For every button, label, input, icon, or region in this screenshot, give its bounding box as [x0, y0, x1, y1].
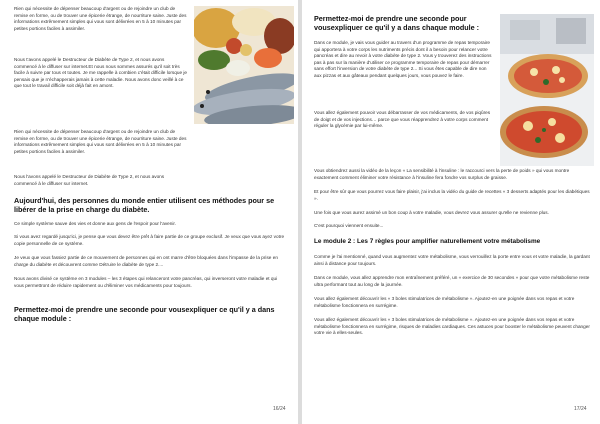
page-number: 16/24	[273, 406, 286, 412]
section-heading: Aujourd'hui, des personnes du monde entier utilisent ces méthodes pour se libérer de la prise en charge du diabète.	[14, 196, 275, 214]
page-number: 17/24	[574, 406, 587, 412]
pizza-illustration	[500, 14, 594, 166]
section-heading: Permettez-moi de prendre une seconde pour vousexpliquer ce qu'il y a dans chaque module :	[14, 305, 275, 323]
paragraph: Je veux que vous fassiez partie de ce mouvement de personnes qui en ont marre d'être bloquées dans l'impasse de la prise en charge du diabète et découvrent comme Détruire le diabète de type 2....	[14, 255, 278, 267]
paragraph: Dans ce module, je vais vous guider au travers d'un programme de repas temporaire qui apportera à votre corps les nutriments précis dont il a besoin pour relancer votre pancréas et dire au revoir à votre diabète de type 2. Vous y trouverez des instructions pas à pas sur la manière d'utiliser ce programme temporaire de repas pour démarrer sans effort l'inversion de votre diabète de type 2... Si vous êtes capable de dire non aux pizzas et aux gâteaux pendant quelques jours, vous pouvez le faire.	[314, 40, 492, 78]
section-heading: Permettez-moi de prendre une seconde pour vousexpliquer ce qu'il y a dans chaque module :	[314, 14, 480, 32]
paragraph: Nous avons divisé ce système en 3 modules – les 3 étapes qui relanceront votre pancréas, qui inverseront votre maladie et qui vous permettront de réduire rapidement ou d'éliminer vos médicaments pour toujours.	[14, 276, 278, 288]
paragraph: Dans ce module, vous allez apprendre mon entraînement préféré, un « exercice de 30 secondes » pour que votre métabolisme reste ultra performant tout au long de la journée.	[314, 275, 590, 287]
paragraph: Une fois que vous aurez assimé un bon coup à votre maladie, vous devrez vous assurer qu'elle ne revienne plus.	[314, 210, 549, 215]
paragraph: Vous allez également pouvoir vous débarrasser de vos médicaments, de vos piqûres de doigt et de vos injections… parce que vous réapprendrez à votre corps comment réguler la glycémie par lui-même.	[314, 110, 491, 129]
paragraph: Rien qui nécessite de dépenser beaucoup d'argent ou de rejoindre un club de remise en forme, ou de trouver une épicerie étrange, de nourriture saine. Juste des informations extrêmement simples qui vous sont délivrées en 5 à 10 minutes par petites portions faciles à assimiler.	[14, 129, 187, 154]
pizza-photo	[500, 14, 594, 166]
healthy-food-photo	[194, 6, 294, 124]
section-heading: Le module 2 : Les 7 règles pour amplifier naturellement votre métabolisme	[314, 238, 541, 245]
paragraph: Comme je l'ai mentionné, quand vous augmentez votre métabolisme, vous verrouillez la porte entre vous et votre maladie, la gardant ainsi à distance pour toujours.	[314, 254, 590, 266]
paragraph: Ce simple système sauve des vies et donne aux gens de l'espoir pour l'avenir.	[14, 221, 177, 226]
left-page	[0, 0, 298, 424]
paragraph: Rien qui nécessite de dépenser beaucoup d'argent ou de rejoindre un club de remise en forme, ou de trouver une épicerie étrange, de nourriture saine. Juste des informations extrêmement simples qui vous sont délivrées en 5 à 10 minutes par petites portions faciles à assimiler.	[14, 6, 187, 31]
paragraph: Vous obtiendrez aussi la vidéo de la leçon « La sensibilité à l'insuline : le raccourci vers la perte de poids » qui vous montre exactement comment éliminer votre résistance à l'insuline fera fondre vos surplus de graisse.	[314, 168, 570, 180]
healthy-food-illustration	[194, 6, 294, 124]
paragraph: Nous l'avons appelé le Destructeur de Diabète de Type 2, et nous avons commencé à le diffuser sur internet.	[14, 174, 165, 186]
paragraph: Si vous avez regardé jusqu'ici, je pense que vous devez être prêt à faire partie de ce groupe exclusif. Je veux que vous ayez votre copie personnelle de ce système.	[14, 234, 285, 246]
paragraph: Vous allez également découvrir les « 3 boles stimulatrices de métabolisme ». Ajoutez-en une poignée dans vos repas et votre métabolisme fonctionnera en surrégime.	[314, 296, 575, 308]
paragraph: Et pour être sûr que vous pourrez vous faire plaisir, j'ai inclus la vidéo du guide de recettes « 3 desserts adaptés pour les diabétiques ».	[314, 189, 590, 201]
paragraph: Nous t'avons appelé le Destructeur de Diabète de Type 2, et nous avons commencé à le diffuser sur internet.Et nous nous sommes assurés qu'il soit très facile à suivre par tous et toutes. Je me rappelle à combien c'était difficile lorsque je pensais que je n'échapperais jamais à cette maladie. Nous avons donc veillé à ce que tout le travail difficile soit déjà fait en amont.	[14, 57, 188, 89]
paragraph: Vous allez également découvrir les « 3 boles stimulatrices de métabolisme ». Ajoutez-en une poignée dans vos repas et votre métabolisme fonctionnera en surrégime, risques de maladies cardiaques. Ces astuces pour booster le métabolisme peuvent changer votre vie à elles-seules.	[314, 317, 590, 336]
paragraph: C'est pourquoi viennent ensuite...	[314, 223, 384, 228]
right-page	[302, 0, 600, 424]
